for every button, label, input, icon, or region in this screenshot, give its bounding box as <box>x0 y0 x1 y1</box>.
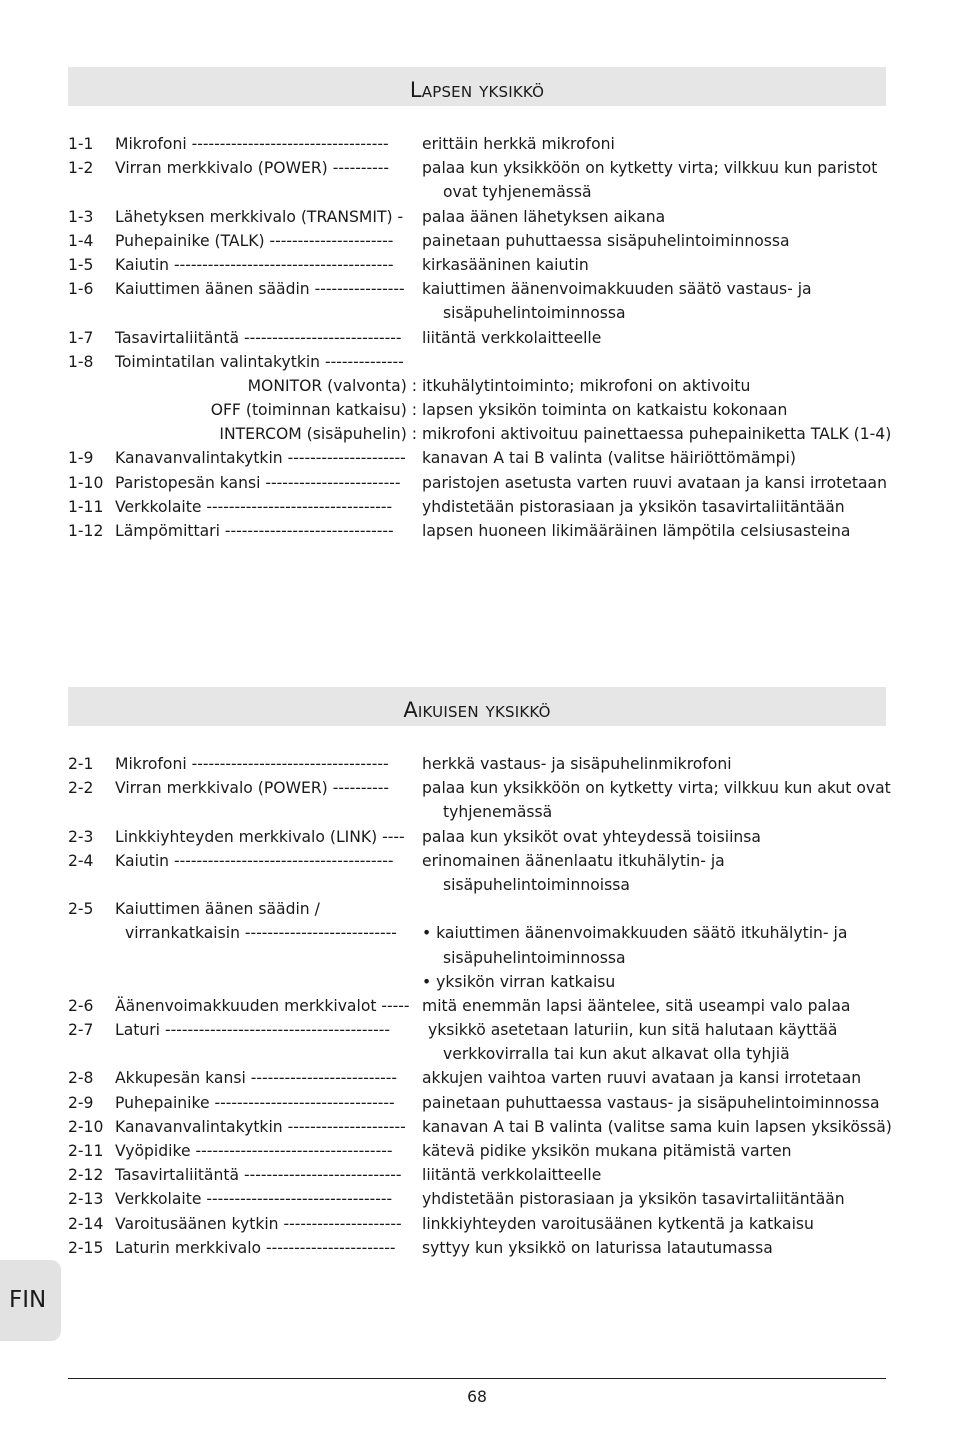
item-description: syttyy kun yksikkö on laturissa latautumassa <box>422 1238 773 1257</box>
list-item <box>68 873 888 897</box>
list-item <box>68 1212 888 1236</box>
item-number: 1-12 <box>68 522 104 540</box>
item-description: erittäin herkkä mikrofoni <box>422 135 615 153</box>
item-description: kirkasääninen kaiutin <box>422 255 589 274</box>
item-number: 1-6 <box>68 280 94 299</box>
item-number: 2-8 <box>68 1069 94 1088</box>
item-number: 1-2 <box>68 159 94 178</box>
item-description-continued: verkkovirralla tai kun akut alkavat olla tyhjiä <box>443 1045 790 1064</box>
item-label: Virran merkkivalo (POWER) ---------- <box>115 159 389 178</box>
list-item <box>68 1091 888 1115</box>
language-tab: FIN <box>0 1260 61 1341</box>
item-label: Vyöpidike ----------------------------------- <box>115 1142 393 1160</box>
item-label: Laturi ---------------------------------------- <box>115 1021 391 1040</box>
item-description: palaa kun yksikköön on kytketty virta; vilkkuu kun akut ovat <box>422 779 891 798</box>
item-number: 1-3 <box>68 207 94 226</box>
item-label: Virran merkkivalo (POWER) ---------- <box>115 779 389 798</box>
item-label: Paristopesän kansi ------------------------ <box>115 473 401 492</box>
mode-label: MONITOR (valvonta) : <box>247 376 417 395</box>
item-number: 2-15 <box>68 1238 104 1257</box>
item-label: Kaiutin --------------------------------------- <box>115 851 394 870</box>
list-item <box>68 205 888 229</box>
item-description: linkkiyhteyden varoitusäänen kytkentä ja katkaisu <box>422 1214 814 1233</box>
item-description: yhdistetään pistorasiaan ja yksikön tasavirtaliitäntään <box>422 1190 845 1209</box>
item-number: 2-4 <box>68 851 94 870</box>
item-number: 1-11 <box>68 497 104 516</box>
item-description: • kaiuttimen äänenvoimakkuuden säätö itkuhälytin- ja <box>422 924 848 943</box>
item-number: 2-3 <box>68 827 94 846</box>
list-item <box>68 446 888 470</box>
item-label: Kaiuttimen äänen säädin ---------------- <box>115 280 405 299</box>
item-label: virrankatkaisin --------------------------- <box>125 924 397 943</box>
item-description-continued: sisäpuhelintoiminnossa <box>443 304 626 323</box>
item-description: yhdistetään pistorasiaan ja yksikön tasavirtaliitäntään <box>422 497 845 516</box>
item-description: mitä enemmän lapsi ääntelee, sitä useampi valo palaa <box>422 996 851 1015</box>
item-description: palaa kun yksikköön on kytketty virta; vilkkuu kun paristot <box>422 159 878 178</box>
item-label: Mikrofoni ----------------------------------- <box>115 135 389 153</box>
item-description: • yksikön virran katkaisu <box>422 972 616 991</box>
item-description-continued: sisäpuhelintoiminnossa <box>443 948 626 967</box>
item-number: 2-10 <box>68 1117 104 1136</box>
list-item <box>68 1018 888 1042</box>
item-label: Kaiuttimen äänen säädin / <box>115 900 320 919</box>
list-item <box>68 132 888 156</box>
item-label: Verkkolaite --------------------------------- <box>115 497 393 516</box>
item-description: lapsen yksikön toiminta on katkaistu kokonaan <box>422 401 788 420</box>
list-item <box>68 897 888 921</box>
list-item <box>68 1042 888 1066</box>
item-description: liitäntä verkkolaitteelle <box>422 328 602 347</box>
item-number: 1-8 <box>68 352 94 371</box>
item-label: Puhepainike -------------------------------- <box>115 1093 395 1112</box>
footer-rule <box>68 1378 886 1379</box>
section-header-child-unit: Lapsen yksikkö <box>68 67 886 106</box>
item-number: 1-7 <box>68 328 94 347</box>
list-item <box>68 350 888 374</box>
item-number: 2-6 <box>68 996 94 1015</box>
item-label: Akkupesän kansi -------------------------- <box>115 1069 398 1088</box>
list-item <box>68 776 891 800</box>
item-number: 2-2 <box>68 779 94 798</box>
list-item <box>68 156 888 180</box>
item-description: palaa äänen lähetyksen aikana <box>422 207 666 226</box>
item-label: Lähetyksen merkkivalo (TRANSMIT) - <box>115 207 404 226</box>
list-item <box>68 970 888 994</box>
list-item <box>68 301 888 325</box>
item-description-continued: ovat tyhjenemässä <box>443 183 592 202</box>
item-number: 2-9 <box>68 1093 94 1112</box>
list-item <box>68 1139 888 1163</box>
item-number: 1-5 <box>68 255 94 274</box>
list-item <box>68 1236 888 1260</box>
list-item <box>68 471 888 495</box>
item-number: 1-10 <box>68 473 104 492</box>
list-item <box>68 800 888 824</box>
item-number: 1-4 <box>68 231 94 250</box>
item-description: yksikkö asetetaan laturiin, kun sitä halutaan käyttää <box>428 1021 838 1040</box>
item-number: 1-9 <box>68 449 94 468</box>
item-label: Tasavirtaliitäntä ---------------------------- <box>115 1166 402 1185</box>
list-item <box>68 1163 888 1187</box>
page-number: 68 <box>467 1388 487 1406</box>
list-item <box>68 326 888 350</box>
item-description: liitäntä verkkolaitteelle <box>422 1166 602 1185</box>
list-item <box>68 374 888 398</box>
item-description: kanavan A tai B valinta (valitse häiriöttömämpi) <box>422 449 796 468</box>
item-description: itkuhälytintoiminto; mikrofoni on aktivoitu <box>422 376 751 395</box>
list-item <box>68 994 888 1018</box>
item-description: kanavan A tai B valinta (valitse sama kuin lapsen yksikössä) <box>422 1117 892 1136</box>
item-number: 1-1 <box>68 135 94 153</box>
list-item <box>68 519 888 543</box>
item-number: 2-7 <box>68 1021 94 1040</box>
list-item <box>68 253 888 277</box>
item-label: Varoitusäänen kytkin --------------------- <box>115 1214 402 1233</box>
item-label: Kanavanvalintakytkin --------------------- <box>115 449 406 468</box>
item-number: 2-11 <box>68 1142 104 1160</box>
list-item <box>68 422 892 446</box>
list-item <box>68 277 888 301</box>
item-label: Linkkiyhteyden merkkivalo (LINK) ---- <box>115 827 405 846</box>
item-label: Toimintatilan valintakytkin -------------- <box>115 352 404 371</box>
item-description: painetaan puhuttaessa vastaus- ja sisäpuhelintoiminnossa <box>422 1093 880 1112</box>
list-item <box>68 1115 892 1139</box>
item-label: Puhepainike (TALK) ---------------------- <box>115 231 394 250</box>
section-header-parent-unit: Aikuisen yksikkö <box>68 687 886 726</box>
item-label: Lämpömittari ------------------------------ <box>115 522 394 540</box>
list-item <box>68 229 888 253</box>
list-item <box>68 180 888 204</box>
parent-unit-parts-list <box>68 752 892 1260</box>
item-description: painetaan puhuttaessa sisäpuhelintoiminnossa <box>422 231 790 250</box>
item-number: 2-1 <box>68 755 94 773</box>
item-number: 2-12 <box>68 1166 104 1185</box>
item-description: kaiuttimen äänenvoimakkuuden säätö vastaus- ja <box>422 280 812 299</box>
item-label: Kaiutin --------------------------------------- <box>115 255 394 274</box>
item-label: Verkkolaite --------------------------------- <box>115 1190 393 1209</box>
list-item <box>68 398 888 422</box>
item-description: kätevä pidike yksikön mukana pitämistä varten <box>422 1142 792 1160</box>
list-item <box>68 1187 888 1211</box>
item-description: paristojen asetusta varten ruuvi avataan ja kansi irrotetaan <box>422 473 887 492</box>
mode-label: OFF (toiminnan katkaisu) : <box>210 401 417 420</box>
item-label: Laturin merkkivalo ----------------------- <box>115 1238 396 1257</box>
item-number: 2-14 <box>68 1214 104 1233</box>
item-description-continued: tyhjenemässä <box>443 803 553 822</box>
item-label: Tasavirtaliitäntä ---------------------------- <box>115 328 402 347</box>
list-item <box>68 825 888 849</box>
list-item <box>68 946 888 970</box>
list-item <box>68 495 888 519</box>
item-label: Äänenvoimakkuuden merkkivalot ----- <box>115 996 410 1015</box>
item-description-continued: sisäpuhelintoiminnoissa <box>443 875 630 894</box>
list-item <box>68 849 888 873</box>
item-description: herkkä vastaus- ja sisäpuhelinmikrofoni <box>422 755 732 773</box>
child-unit-parts-list <box>68 132 892 543</box>
item-description: mikrofoni aktivoituu painettaessa puhepainiketta TALK (1-4) <box>422 425 892 444</box>
item-description: akkujen vaihtoa varten ruuvi avataan ja kansi irrotetaan <box>422 1069 862 1088</box>
item-number: 2-13 <box>68 1190 104 1209</box>
item-description: palaa kun yksiköt ovat yhteydessä toisiinsa <box>422 827 761 846</box>
item-description: lapsen huoneen likimääräinen lämpötila celsiusasteina <box>422 522 851 540</box>
item-number: 2-5 <box>68 900 94 919</box>
list-item <box>68 752 888 776</box>
list-item <box>68 1066 888 1090</box>
item-description: erinomainen äänenlaatu itkuhälytin- ja <box>422 851 725 870</box>
item-label: Kanavanvalintakytkin --------------------- <box>115 1117 406 1136</box>
item-label: Mikrofoni ----------------------------------- <box>115 755 389 773</box>
list-item <box>68 921 888 945</box>
mode-label: INTERCOM (sisäpuhelin) : <box>219 425 417 444</box>
